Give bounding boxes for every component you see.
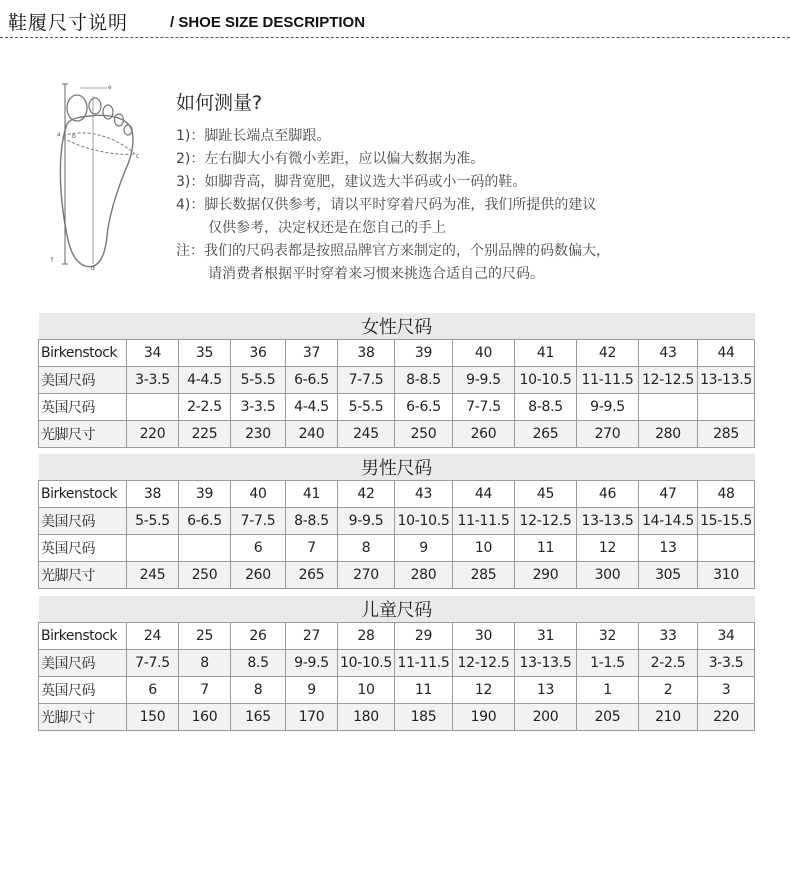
size-cell [179, 535, 231, 562]
size-cell: 10-10.5 [395, 508, 453, 535]
size-cell: 48 [698, 481, 755, 508]
measure-line: 4)：脚长数据仅供参考，请以平时穿着尺码为准，我们所提供的建议 [176, 197, 597, 213]
size-cell: 37 [286, 340, 338, 367]
row-label: Birkenstock [39, 481, 127, 508]
svg-text:f: f [51, 257, 54, 264]
row-birkenstock [39, 623, 755, 650]
size-cell [639, 394, 698, 421]
size-cell: 43 [639, 340, 698, 367]
size-cell: 43 [395, 481, 453, 508]
size-cell: 3-3.5 [231, 394, 286, 421]
row-uk-size [39, 394, 755, 421]
size-cell: 8-8.5 [286, 508, 338, 535]
size-cell: 250 [395, 421, 453, 448]
size-cell: 6-6.5 [395, 394, 453, 421]
size-cell: 12-12.5 [515, 508, 577, 535]
size-cell: 15-15.5 [698, 508, 755, 535]
size-cell: 8.5 [231, 650, 286, 677]
size-cell: 14-14.5 [639, 508, 698, 535]
size-cell: 13-13.5 [515, 650, 577, 677]
size-cell: 42 [577, 340, 639, 367]
size-cell: 9-9.5 [338, 508, 395, 535]
row-uk-size [39, 677, 755, 704]
size-cell: 260 [231, 562, 286, 589]
men-size-table [38, 454, 755, 589]
size-cell: 8 [231, 677, 286, 704]
size-cell: 4-4.5 [179, 367, 231, 394]
measure-heading: 如何测量? [176, 92, 263, 114]
size-cell: 11-11.5 [453, 508, 515, 535]
size-cell: 170 [286, 704, 338, 731]
size-cell: 160 [179, 704, 231, 731]
row-birkenstock [39, 481, 755, 508]
size-cell: 7-7.5 [338, 367, 395, 394]
size-cell: 29 [395, 623, 453, 650]
size-cell: 6-6.5 [179, 508, 231, 535]
svg-text:c: c [136, 153, 140, 160]
size-cell [698, 394, 755, 421]
size-cell: 10-10.5 [515, 367, 577, 394]
table-title-cell [39, 313, 755, 340]
foot-measure-diagram-icon [45, 76, 145, 276]
table-title-cell [39, 454, 755, 481]
size-cell: 265 [515, 421, 577, 448]
size-cell: 150 [127, 704, 179, 731]
size-cell: 12-12.5 [453, 650, 515, 677]
size-cell: 7-7.5 [453, 394, 515, 421]
size-cell: 3-3.5 [698, 650, 755, 677]
size-cell: 8-8.5 [515, 394, 577, 421]
size-cell: 34 [698, 623, 755, 650]
measure-line: 1)：脚趾长端点至脚跟。 [176, 128, 331, 144]
measure-guide [176, 88, 756, 286]
size-cell: 305 [639, 562, 698, 589]
size-cell: 6-6.5 [286, 367, 338, 394]
size-cell: 3-3.5 [127, 367, 179, 394]
size-cell: 2 [639, 677, 698, 704]
svg-text:d: d [91, 265, 95, 272]
size-cell: 285 [453, 562, 515, 589]
size-cell: 9-9.5 [286, 650, 338, 677]
size-cell: 12 [453, 677, 515, 704]
page-title: 鞋履尺寸说明 [8, 12, 129, 34]
size-cell: 270 [577, 421, 639, 448]
row-label: 美国尺码 [39, 508, 127, 535]
size-cell [127, 394, 179, 421]
size-cell: 9-9.5 [453, 367, 515, 394]
table-title: 男性尺码 [361, 458, 432, 479]
size-cell: 225 [179, 421, 231, 448]
size-cell: 2-2.5 [179, 394, 231, 421]
size-cell: 45 [515, 481, 577, 508]
size-cell: 31 [515, 623, 577, 650]
row-label: 美国尺码 [39, 367, 127, 394]
size-cell: 41 [286, 481, 338, 508]
size-cell: 270 [338, 562, 395, 589]
size-cell: 44 [698, 340, 755, 367]
table-title: 儿童尺码 [361, 600, 432, 621]
size-cell: 220 [127, 421, 179, 448]
row-label: 英国尺码 [39, 677, 127, 704]
size-cell: 30 [453, 623, 515, 650]
size-cell: 5-5.5 [231, 367, 286, 394]
size-cell: 260 [453, 421, 515, 448]
row-label: Birkenstock [39, 623, 127, 650]
size-cell: 240 [286, 421, 338, 448]
page-header [0, 0, 790, 40]
size-cell: 5-5.5 [127, 508, 179, 535]
size-cell: 9 [395, 535, 453, 562]
size-cell: 205 [577, 704, 639, 731]
size-cell: 180 [338, 704, 395, 731]
size-cell: 11 [515, 535, 577, 562]
svg-text:e: e [108, 84, 112, 91]
size-cell: 8 [338, 535, 395, 562]
women-size-table [38, 313, 755, 448]
size-cell: 245 [127, 562, 179, 589]
size-cell: 8 [179, 650, 231, 677]
size-cell: 7 [179, 677, 231, 704]
size-cell: 210 [639, 704, 698, 731]
svg-text:a: a [57, 131, 61, 138]
size-cell: 25 [179, 623, 231, 650]
size-cell: 40 [453, 340, 515, 367]
measure-line: 3)：如脚背高，脚背宽肥，建议选大半码或小一码的鞋。 [176, 174, 527, 190]
row-label: 光脚尺寸 [39, 562, 127, 589]
row-foot-length [39, 562, 755, 589]
size-cell: 200 [515, 704, 577, 731]
size-cell: 185 [395, 704, 453, 731]
size-cell: 46 [577, 481, 639, 508]
size-cell: 165 [231, 704, 286, 731]
size-cell: 285 [698, 421, 755, 448]
size-cell: 41 [515, 340, 577, 367]
size-cell: 10 [338, 677, 395, 704]
size-cell: 9 [286, 677, 338, 704]
size-cell: 6 [231, 535, 286, 562]
size-cell: 24 [127, 623, 179, 650]
size-cell: 39 [395, 340, 453, 367]
size-cell [698, 535, 755, 562]
size-cell: 12 [577, 535, 639, 562]
size-cell: 280 [639, 421, 698, 448]
size-cell: 38 [338, 340, 395, 367]
row-label: 英国尺码 [39, 394, 127, 421]
row-us-size [39, 367, 755, 394]
size-cell: 5-5.5 [338, 394, 395, 421]
size-cell: 32 [577, 623, 639, 650]
size-cell: 27 [286, 623, 338, 650]
row-label: 英国尺码 [39, 535, 127, 562]
size-cell: 28 [338, 623, 395, 650]
size-cell: 8-8.5 [395, 367, 453, 394]
size-cell: 6 [127, 677, 179, 704]
size-cell: 36 [231, 340, 286, 367]
size-cell [127, 535, 179, 562]
table-title: 女性尺码 [361, 317, 432, 338]
size-cell: 4-4.5 [286, 394, 338, 421]
size-cell: 10-10.5 [338, 650, 395, 677]
size-cell: 33 [639, 623, 698, 650]
row-label: 光脚尺寸 [39, 704, 127, 731]
size-cell: 265 [286, 562, 338, 589]
row-foot-length [39, 704, 755, 731]
size-cell: 11 [395, 677, 453, 704]
svg-text:b: b [72, 133, 76, 140]
kids-size-table [38, 596, 755, 731]
size-cell: 13 [515, 677, 577, 704]
size-cell: 35 [179, 340, 231, 367]
table-title-row [39, 313, 755, 340]
row-foot-length [39, 421, 755, 448]
measure-line: 仅供参考，决定权还是在您自己的手上 [208, 220, 446, 236]
size-cell: 13 [639, 535, 698, 562]
size-cell: 11-11.5 [577, 367, 639, 394]
measure-note: 注：我们的尺码表都是按照品牌官方来制定的，个别品牌的码数偏大， [176, 243, 610, 259]
row-uk-size [39, 535, 755, 562]
size-cell: 300 [577, 562, 639, 589]
measure-line: 2)：左右脚大小有微小差距，应以偏大数据为准。 [176, 151, 485, 167]
size-cell: 230 [231, 421, 286, 448]
size-cell: 3 [698, 677, 755, 704]
row-us-size [39, 508, 755, 535]
table-title-row [39, 454, 755, 481]
size-cell: 9-9.5 [577, 394, 639, 421]
size-cell: 7-7.5 [231, 508, 286, 535]
size-cell: 40 [231, 481, 286, 508]
row-birkenstock [39, 340, 755, 367]
row-label: 光脚尺寸 [39, 421, 127, 448]
size-cell: 2-2.5 [639, 650, 698, 677]
size-cell: 250 [179, 562, 231, 589]
row-label: 美国尺码 [39, 650, 127, 677]
size-cell: 11-11.5 [395, 650, 453, 677]
table-title-cell [39, 596, 755, 623]
size-cell: 38 [127, 481, 179, 508]
size-cell: 39 [179, 481, 231, 508]
size-cell: 280 [395, 562, 453, 589]
row-label: Birkenstock [39, 340, 127, 367]
size-cell: 44 [453, 481, 515, 508]
size-cell: 190 [453, 704, 515, 731]
size-cell: 1 [577, 677, 639, 704]
row-us-size [39, 650, 755, 677]
size-cell: 13-13.5 [577, 508, 639, 535]
size-cell: 7-7.5 [127, 650, 179, 677]
dashed-divider [0, 37, 790, 38]
size-cell: 13-13.5 [698, 367, 755, 394]
size-cell: 47 [639, 481, 698, 508]
table-title-row [39, 596, 755, 623]
size-cell: 245 [338, 421, 395, 448]
size-cell: 7 [286, 535, 338, 562]
size-cell: 1-1.5 [577, 650, 639, 677]
size-cell: 34 [127, 340, 179, 367]
size-cell: 290 [515, 562, 577, 589]
measure-note: 请消费者根据平时穿着来习惯来挑选合适自己的尺码。 [208, 266, 544, 282]
size-cell: 12-12.5 [639, 367, 698, 394]
size-cell: 310 [698, 562, 755, 589]
size-cell: 26 [231, 623, 286, 650]
size-cell: 10 [453, 535, 515, 562]
size-cell: 42 [338, 481, 395, 508]
page-subtitle: / SHOE SIZE DESCRIPTION [170, 14, 366, 31]
size-cell: 220 [698, 704, 755, 731]
